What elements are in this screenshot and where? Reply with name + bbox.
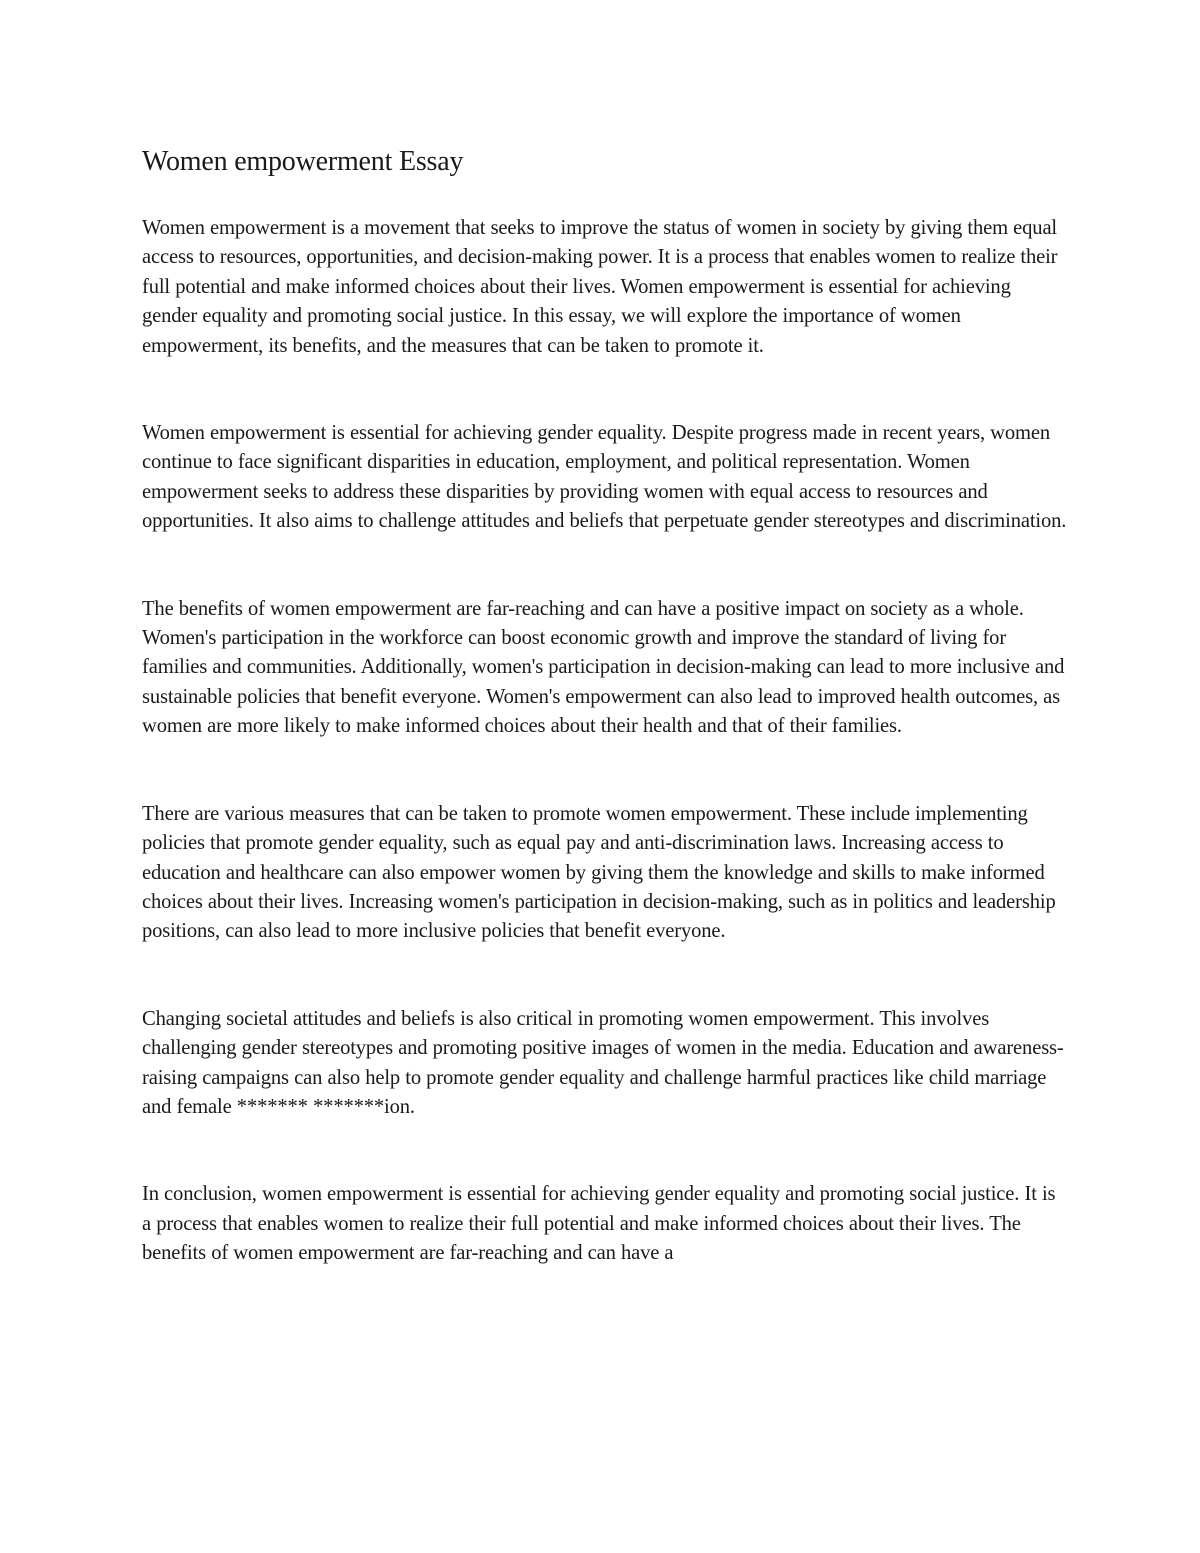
document-title: Women empowerment Essay xyxy=(142,146,464,177)
document-body xyxy=(142,142,1067,1269)
paragraph-introduction: Women empowerment is a movement that seeks to improve the status of women in society by giving them equal access to resources, opportunities, and decision-making power. It is a process that enables women to realize their full potential and make informed choices about their lives. Women empowerment is essential for achieving gender equality and promoting social justice. In this essay, we will explore the importance of women empowerment, its benefits, and the measures that can be taken to promote it. xyxy=(142,217,1058,357)
paragraph-gender-equality: Women empowerment is essential for achieving gender equality. Despite progress made in recent years, women continue to face significant disparities in education, employment, and political representation. Women empowerment seeks to address these disparities by providing women with equal access to resources and opportunities. It also aims to challenge attitudes and beliefs that perpetuate gender stereotypes and discrimination. xyxy=(142,422,1067,533)
paragraph-conclusion: In conclusion, women empowerment is essential for achieving gender equality and promoting social justice. It is a process that enables women to realize their full potential and make informed choices about their lives. The benefits of women empowerment are far-reaching and can have a xyxy=(142,1183,1056,1265)
paragraph-societal-attitudes: Changing societal attitudes and beliefs is also critical in promoting women empowerment. This involves challenging gender stereotypes and promoting positive images of women in the media. Education and awareness-raising campaigns can also help to promote gender equality and challenge harmful practices like child marriage and female ******* *******ion. xyxy=(142,1007,1064,1118)
paragraph-benefits: The benefits of women empowerment are far-reaching and can have a positive impact on society as a whole. Women's participation in the workforce can boost economic growth and improve the standard of living for families and communities. Additionally, women's participation in decision-making can lead to more inclusive and sustainable policies that benefit everyone. Women's empowerment can also lead to improved health outcomes, as women are more likely to make informed choices about their health and that of their families. xyxy=(142,597,1065,738)
paragraph-measures: There are various measures that can be taken to promote women empowerment. These include implementing policies that promote gender equality, such as equal pay and anti-discrimination laws. Increasing access to education and healthcare can also empower women by giving them the knowledge and skills to make informed choices about their lives. Increasing women's participation in decision-making, such as in politics and leadership positions, can also lead to more inclusive policies that benefit everyone. xyxy=(142,802,1056,943)
